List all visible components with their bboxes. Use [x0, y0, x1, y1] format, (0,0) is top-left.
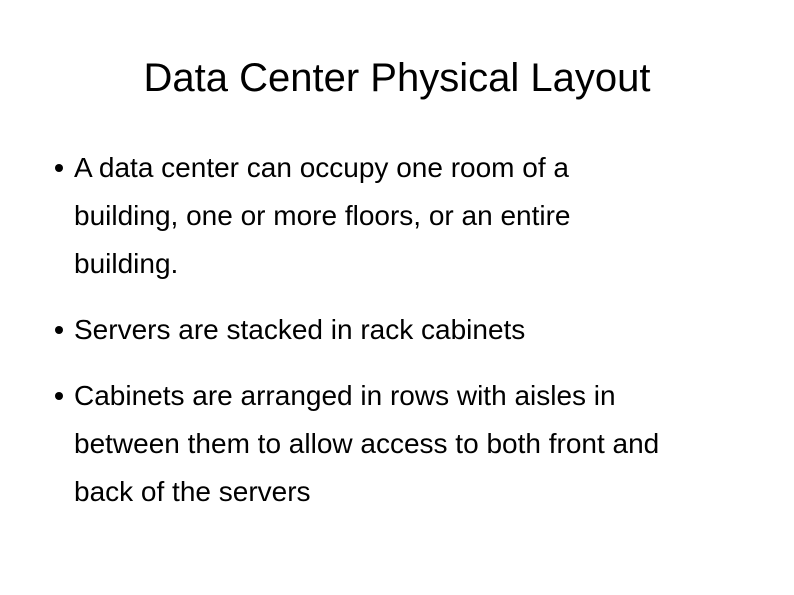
bullet-icon	[55, 392, 63, 400]
bullet-item	[55, 306, 755, 354]
bullet-line: A data center can occupy one room of a	[74, 152, 569, 183]
slide-title: Data Center Physical Layout	[143, 56, 651, 100]
bullet-text	[74, 144, 755, 288]
bullet-line: back of the servers	[74, 476, 311, 507]
bullet-text	[74, 372, 755, 516]
bullet-line: between them to allow access to both front and	[74, 428, 660, 459]
bullet-item	[55, 144, 755, 288]
bullet-icon	[55, 326, 63, 334]
bullet-icon	[55, 164, 63, 172]
bullet-line: Cabinets are arranged in rows with aisles in	[74, 380, 616, 411]
bullet-list	[55, 144, 755, 534]
bullet-line: building, one or more floors, or an entire	[74, 200, 571, 231]
bullet-item	[55, 372, 755, 516]
bullet-line: building.	[74, 248, 179, 279]
bullet-line: Servers are stacked in rack cabinets	[74, 314, 526, 345]
bullet-text	[74, 306, 755, 354]
